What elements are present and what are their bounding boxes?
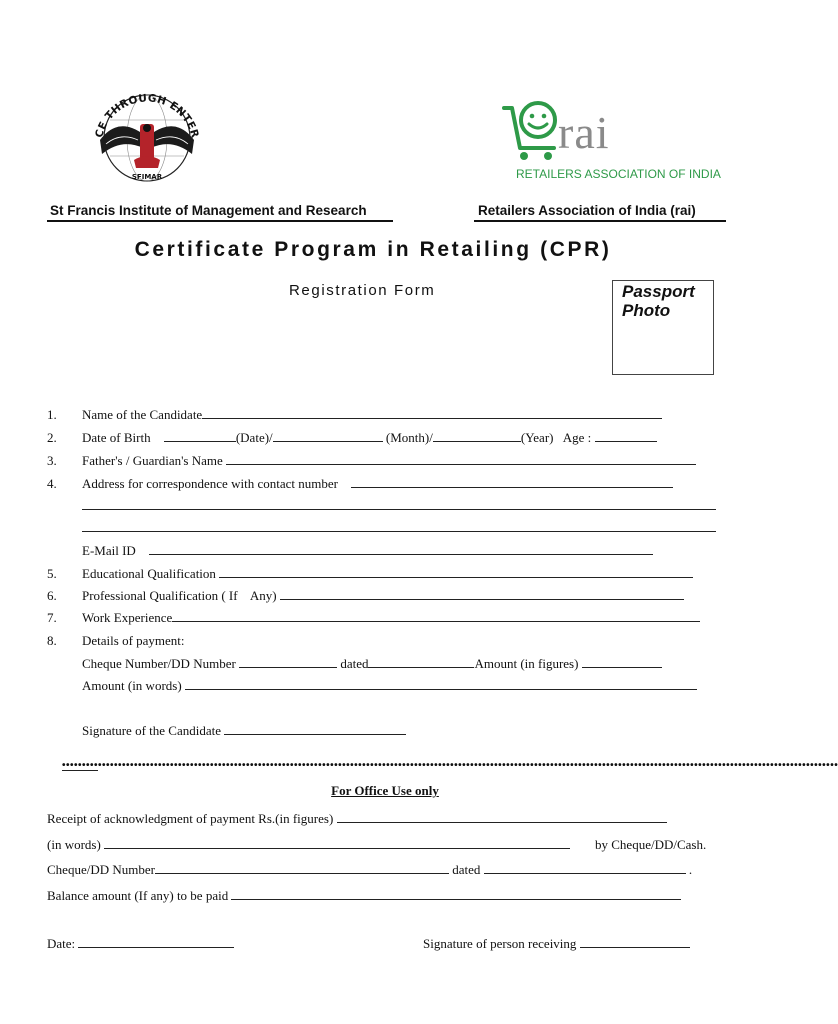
dob-year-field[interactable] — [433, 430, 521, 442]
left-institute-name: St Francis Institute of Management and Research — [50, 203, 367, 218]
receiver-signature-label: Signature of person receiving — [423, 936, 577, 951]
in-words-field[interactable] — [104, 837, 570, 849]
field-number-5: 5. — [47, 566, 57, 581]
amount-figures-label: Amount (in figures) — [474, 656, 579, 671]
professional-row — [82, 588, 684, 604]
passport-photo-label — [613, 281, 713, 320]
address-field-2[interactable] — [82, 509, 716, 510]
email-row — [82, 543, 653, 559]
dob-month-label: (Month)/ — [385, 430, 433, 445]
age-label: Age : — [562, 430, 592, 445]
cheque-row — [82, 656, 662, 672]
date-field[interactable] — [78, 936, 234, 948]
cheque-date-field[interactable] — [368, 656, 474, 668]
signature-label: Signature of the Candidate — [82, 723, 221, 738]
dob-year-label: (Year) — [520, 430, 554, 445]
amount-words-label: Amount (in words) — [82, 678, 182, 693]
address-label: Address for correspondence with contact number — [82, 476, 338, 491]
education-row — [82, 566, 693, 582]
field-number-2: 2. — [47, 430, 57, 445]
rai-wordmark: rai — [558, 107, 610, 158]
field-number-3: 3. — [47, 453, 57, 468]
dob-date-label: (Date)/ — [235, 430, 273, 445]
amount-words-row — [82, 678, 697, 694]
receipt-figures-field[interactable] — [337, 811, 667, 823]
guardian-row — [82, 453, 696, 469]
office-cheque-row — [47, 862, 692, 878]
rai-logo — [502, 98, 721, 184]
in-words-label: (in words) — [47, 837, 101, 852]
receiver-signature-row — [423, 936, 690, 952]
cut-line-dots: •••••••••••••••••••••••••••••••••••••••••••••••••••••••••••••••••••••••••••••••••••••••••••••••••••••••••••••••••••••••••••••••••••••••••••••••••••••••••••••••••••••••••••••••••••••••••••••••••• — [62, 760, 838, 771]
field-number-6: 6. — [47, 588, 57, 603]
guardian-label: Father's / Guardian's Name — [82, 453, 223, 468]
experience-row — [82, 610, 700, 626]
address-row — [82, 476, 673, 492]
in-words-row — [47, 837, 570, 853]
field-number-7: 7. — [47, 610, 57, 625]
header-rule-left — [47, 220, 393, 222]
signature-row — [82, 723, 406, 739]
passport-label-line1: Passport — [622, 282, 695, 301]
right-institute-name: Retailers Association of India (rai) — [478, 203, 696, 218]
by-cheque-label: by Cheque/DD/Cash. — [595, 837, 707, 852]
education-label: Educational Qualification — [82, 566, 216, 581]
cheque-number-field[interactable] — [239, 656, 337, 668]
sfimar-logo — [88, 82, 206, 182]
candidate-name-row — [82, 407, 662, 423]
field-number-1: 1. — [47, 407, 57, 422]
email-field[interactable] — [149, 543, 653, 555]
office-dated-label: dated — [452, 862, 481, 877]
header-rule-right — [474, 220, 726, 222]
amount-words-field[interactable] — [185, 678, 697, 690]
office-dated-field[interactable] — [484, 862, 686, 874]
candidate-name-label: Name of the Candidate — [82, 407, 203, 422]
form-subtitle: Registration Form — [289, 282, 436, 299]
field-number-4: 4. — [47, 476, 57, 491]
payment-details-label: Details of payment: — [82, 633, 185, 648]
balance-label: Balance amount (If any) to be paid — [47, 888, 229, 903]
experience-label: Work Experience — [82, 610, 173, 625]
sfimar-arc-text: CE THROUGH ENTER — [93, 92, 201, 140]
age-field[interactable] — [595, 430, 657, 442]
email-label: E-Mail ID — [82, 543, 136, 558]
rai-tagline: RETAILERS ASSOCIATION OF INDIA — [516, 167, 721, 181]
professional-field[interactable] — [280, 588, 684, 600]
education-field[interactable] — [219, 566, 693, 578]
professional-label: Professional Qualification ( If Any) — [82, 588, 277, 603]
dob-row — [82, 430, 657, 446]
experience-field[interactable] — [172, 610, 700, 622]
signature-field[interactable] — [224, 723, 406, 735]
receipt-label: Receipt of acknowledgment of payment Rs.(in figures) — [47, 811, 334, 826]
address-field-1[interactable] — [351, 476, 673, 488]
dob-month-field[interactable] — [273, 430, 383, 442]
cheque-label: Cheque Number/DD Number — [82, 656, 236, 671]
form-title: Certificate Program in Retailing (CPR) — [134, 238, 612, 261]
guardian-field[interactable] — [226, 453, 696, 465]
date-label: Date: — [47, 936, 76, 951]
date-row — [47, 936, 234, 952]
passport-label-line2: Photo — [622, 301, 671, 320]
balance-field[interactable] — [231, 888, 681, 900]
address-field-3[interactable] — [82, 531, 716, 532]
receipt-row — [47, 811, 667, 827]
dob-date-field[interactable] — [164, 430, 236, 442]
office-period: . — [688, 862, 693, 877]
dob-label: Date of Birth — [82, 430, 151, 445]
receiver-signature-field[interactable] — [580, 936, 690, 948]
candidate-name-field[interactable] — [202, 407, 662, 419]
passport-photo-box[interactable] — [612, 280, 714, 375]
sfimar-base-text: SFIMAR — [131, 173, 163, 181]
office-use-heading: For Office Use only — [331, 783, 439, 798]
balance-row — [47, 888, 681, 904]
amount-figures-field[interactable] — [582, 656, 662, 668]
office-cheque-field[interactable] — [155, 862, 449, 874]
office-cheque-label: Cheque/DD Number — [47, 862, 155, 877]
cheque-dated-label: dated — [340, 656, 369, 671]
field-number-8: 8. — [47, 633, 57, 648]
